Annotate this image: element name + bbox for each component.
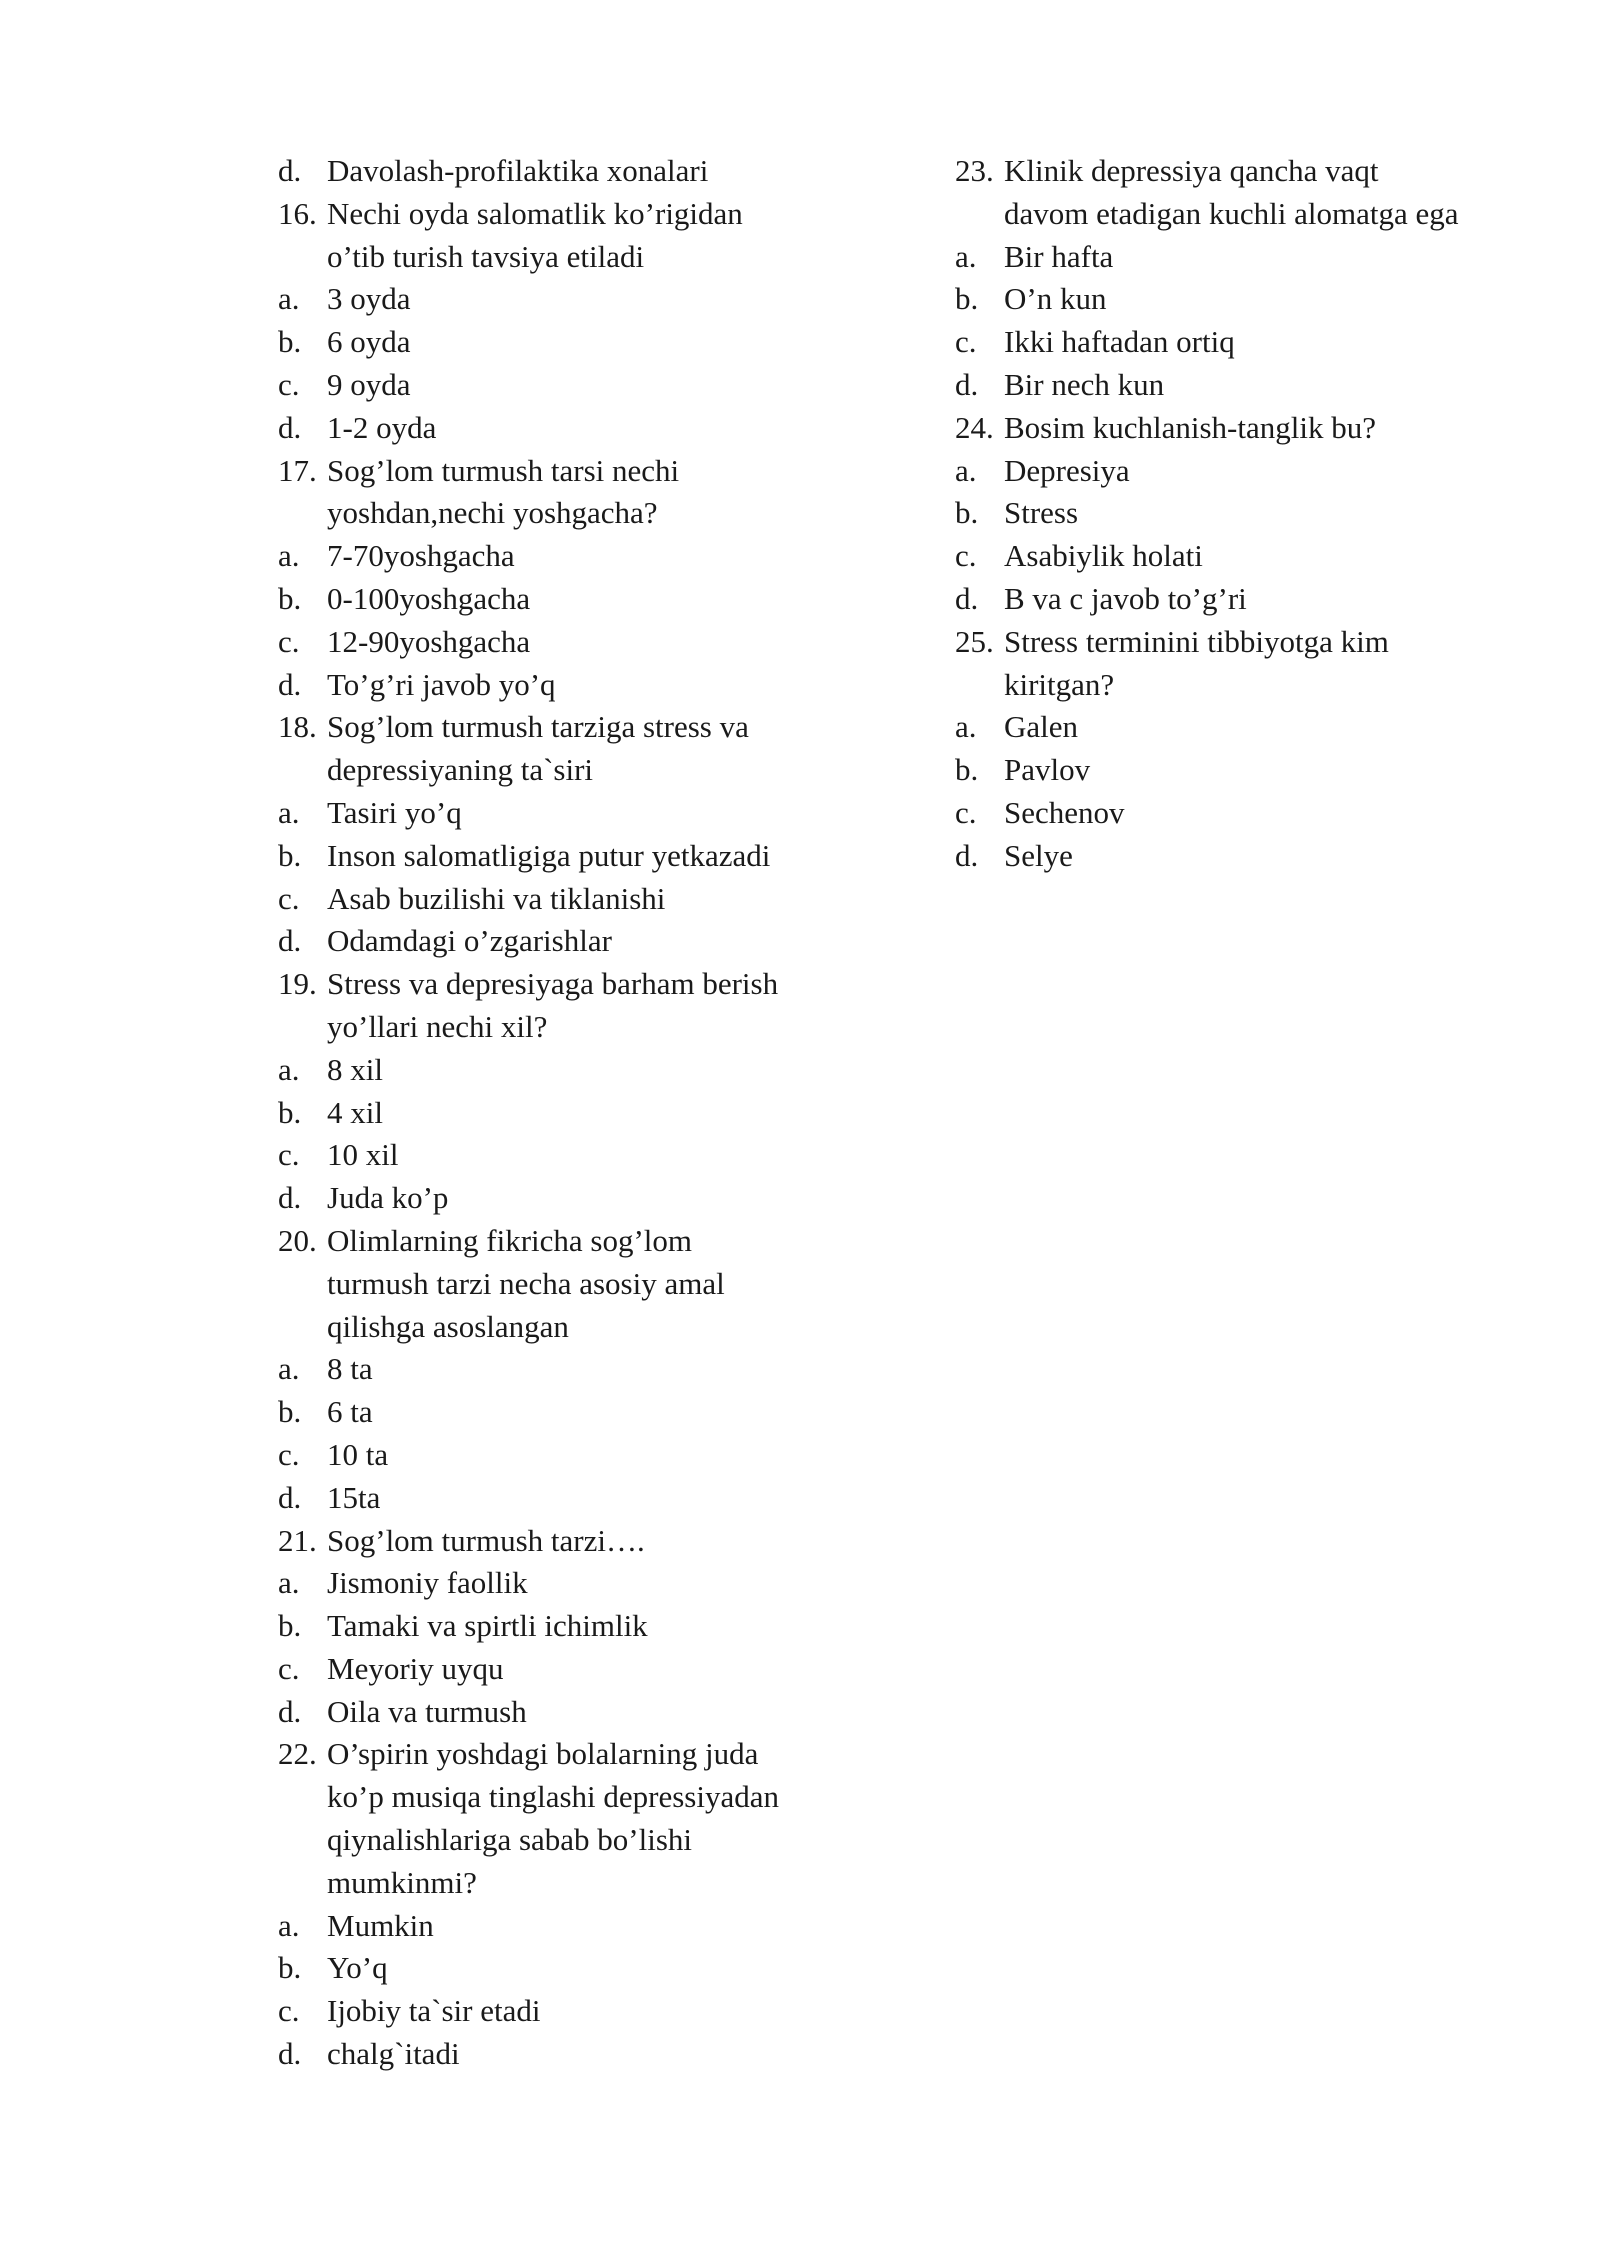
question-line (278, 920, 838, 963)
question-line-continuation (278, 1819, 838, 1862)
line-text: 9 oyda (327, 366, 411, 402)
question-line (278, 321, 838, 364)
line-text: Selye (1004, 837, 1073, 873)
question-line (278, 1520, 838, 1563)
line-text: To’g’ri javob yo’q (327, 666, 556, 702)
line-text: Inson salomatligiga putur yetkazadi (327, 837, 771, 873)
line-text: davom etadigan kuchli alomatga ega (1004, 195, 1459, 231)
list-marker: d. (955, 580, 979, 616)
question-line (278, 621, 838, 664)
list-marker (278, 1306, 327, 1349)
question-line (278, 1220, 838, 1263)
list-marker: 19. (278, 966, 317, 1002)
list-marker: d. (278, 153, 302, 188)
line-text: Mumkin (327, 1907, 434, 1943)
list-marker: 21. (278, 1522, 317, 1558)
list-marker (278, 1006, 327, 1049)
question-line (955, 278, 1515, 321)
line-text: Klinik depressiya qancha vaqt (1004, 153, 1379, 188)
question-line (955, 706, 1515, 749)
question-line (278, 1348, 838, 1391)
question-line (955, 150, 1515, 193)
line-text: depressiyaning ta`siri (327, 752, 594, 788)
question-line (278, 364, 838, 407)
list-marker: b. (955, 752, 979, 788)
line-text: Bir hafta (1004, 238, 1114, 274)
question-line (278, 1134, 838, 1177)
list-marker: c. (955, 538, 977, 574)
question-line-continuation (278, 492, 838, 535)
question-line (278, 578, 838, 621)
list-marker: b. (278, 324, 302, 360)
question-line-continuation (955, 193, 1515, 236)
question-line (278, 1691, 838, 1734)
list-marker (955, 664, 1004, 707)
list-marker: d. (278, 409, 302, 445)
question-line (955, 321, 1515, 364)
line-text: 12-90yoshgacha (327, 623, 531, 659)
question-line (278, 1434, 838, 1477)
question-line-continuation (278, 1306, 838, 1349)
list-marker: d. (955, 366, 979, 402)
list-marker (278, 492, 327, 535)
list-marker (278, 1862, 327, 1905)
line-text: 1-2 oyda (327, 409, 437, 445)
left-column (278, 150, 838, 2076)
question-line (955, 364, 1515, 407)
list-marker: b. (955, 495, 979, 531)
line-text: Meyoriy uyqu (327, 1650, 504, 1686)
question-line (278, 706, 838, 749)
list-marker: d. (955, 837, 979, 873)
question-line (278, 278, 838, 321)
line-text: Galen (1004, 709, 1079, 745)
line-text: Pavlov (1004, 752, 1091, 788)
question-line-continuation (278, 236, 838, 279)
list-marker (278, 1776, 327, 1819)
list-marker (278, 749, 327, 792)
list-marker: b. (278, 1394, 302, 1430)
question-line (955, 578, 1515, 621)
line-text: Yo’q (327, 1950, 388, 1986)
line-text: O’spirin yoshdagi bolalarning juda (327, 1736, 759, 1772)
line-text: 10 ta (327, 1436, 389, 1472)
list-marker: a. (278, 281, 300, 317)
line-text: Davolash-profilaktika xonalari (327, 153, 709, 188)
list-marker: c. (278, 1137, 300, 1173)
list-marker: c. (278, 366, 300, 402)
list-marker: b. (278, 1950, 302, 1986)
line-text: 8 ta (327, 1351, 373, 1387)
list-marker: 25. (955, 623, 994, 659)
question-line (955, 792, 1515, 835)
question-line (278, 1990, 838, 2033)
question-line (278, 1648, 838, 1691)
line-text: O’n kun (1004, 281, 1107, 317)
line-text: Stress va depresiyaga barham berish (327, 966, 779, 1002)
list-marker (278, 1819, 327, 1862)
line-text: Asab buzilishi va tiklanishi (327, 880, 666, 916)
line-text: Juda ko’p (327, 1180, 449, 1216)
list-marker: d. (278, 1180, 302, 1216)
line-text: 10 xil (327, 1137, 399, 1173)
question-line-continuation (955, 664, 1515, 707)
line-text: Sog’lom turmush tarsi nechi (327, 452, 680, 488)
question-line (278, 878, 838, 921)
question-line (278, 193, 838, 236)
line-text: qiynalishlariga sabab bo’lishi (327, 1822, 693, 1858)
question-line (278, 1477, 838, 1520)
list-marker: d. (278, 2036, 302, 2072)
line-text: mumkinmi? (327, 1864, 477, 1900)
question-line-continuation (278, 1263, 838, 1306)
question-line (278, 450, 838, 493)
list-marker: 23. (955, 153, 994, 188)
question-line-continuation (278, 1006, 838, 1049)
question-line (955, 492, 1515, 535)
question-line-continuation (278, 749, 838, 792)
question-line (278, 407, 838, 450)
line-text: chalg`itadi (327, 2036, 460, 2072)
list-marker: d. (278, 666, 302, 702)
list-marker: b. (278, 580, 302, 616)
line-text: 0-100yoshgacha (327, 580, 531, 616)
list-marker (278, 1263, 327, 1306)
list-marker: c. (278, 1993, 300, 2029)
list-marker: 17. (278, 452, 317, 488)
list-marker: a. (278, 1565, 300, 1601)
question-line (278, 1562, 838, 1605)
question-line (955, 835, 1515, 878)
line-text: Sechenov (1004, 794, 1125, 830)
line-text: Stress terminini tibbiyotga kim (1004, 623, 1389, 659)
line-text: 15ta (327, 1479, 381, 1515)
line-text: Odamdagi o’zgarishlar (327, 923, 612, 959)
line-text: 8 xil (327, 1051, 383, 1087)
line-text: Sog’lom turmush tarzi…. (327, 1522, 645, 1558)
list-marker: a. (955, 709, 977, 745)
question-line (278, 664, 838, 707)
list-marker: a. (278, 1351, 300, 1387)
line-text: Ijobiy ta`sir etadi (327, 1993, 541, 2029)
list-marker: c. (278, 623, 300, 659)
question-line (278, 1605, 838, 1648)
question-line (955, 236, 1515, 279)
line-text: Ikki haftadan ortiq (1004, 324, 1235, 360)
line-text: Sog’lom turmush tarziga stress va (327, 709, 749, 745)
line-text: 6 ta (327, 1394, 373, 1430)
list-marker: c. (278, 1436, 300, 1472)
line-text: Bir nech kun (1004, 366, 1165, 402)
list-marker: a. (278, 794, 300, 830)
line-text: Depresiya (1004, 452, 1130, 488)
question-line (278, 1733, 838, 1776)
line-text: yoshdan,nechi yoshgacha? (327, 495, 658, 531)
list-marker: c. (955, 324, 977, 360)
question-line (278, 1092, 838, 1135)
question-line (955, 535, 1515, 578)
list-marker: 24. (955, 409, 994, 445)
list-marker: c. (278, 880, 300, 916)
line-text: kiritgan? (1004, 666, 1115, 702)
question-line-continuation (278, 1776, 838, 1819)
line-text: Oila va turmush (327, 1693, 527, 1729)
line-text: 3 oyda (327, 281, 411, 317)
line-text: 4 xil (327, 1094, 383, 1130)
list-marker: 16. (278, 195, 317, 231)
list-marker: 20. (278, 1222, 317, 1258)
line-text: B va c javob to’g’ri (1004, 580, 1247, 616)
list-marker: a. (278, 1907, 300, 1943)
list-marker: d. (278, 1693, 302, 1729)
line-text: Jismoniy faollik (327, 1565, 528, 1601)
list-marker: a. (955, 452, 977, 488)
question-line (955, 407, 1515, 450)
question-line (955, 749, 1515, 792)
question-line (955, 450, 1515, 493)
list-marker: b. (278, 837, 302, 873)
line-text: 7-70yoshgacha (327, 538, 515, 574)
line-text: Tasiri yo’q (327, 794, 462, 830)
question-line (278, 535, 838, 578)
line-text: Bosim kuchlanish-tanglik bu? (1004, 409, 1376, 445)
list-marker: c. (955, 794, 977, 830)
list-marker (278, 236, 327, 279)
line-text: turmush tarzi necha asosiy amal (327, 1265, 725, 1301)
question-line (278, 2033, 838, 2076)
line-text: Stress (1004, 495, 1079, 531)
question-line (278, 1947, 838, 1990)
question-line (955, 621, 1515, 664)
question-line (278, 1905, 838, 1948)
list-marker: c. (278, 1650, 300, 1686)
question-line (278, 1177, 838, 1220)
line-text: ko’p musiqa tinglashi depressiyadan (327, 1779, 779, 1815)
question-line (278, 792, 838, 835)
list-marker: a. (955, 238, 977, 274)
list-marker: 18. (278, 709, 317, 745)
question-line (278, 150, 838, 193)
question-line-continuation (278, 1862, 838, 1905)
question-line (278, 1049, 838, 1092)
list-marker: a. (278, 1051, 300, 1087)
list-marker: b. (278, 1094, 302, 1130)
line-text: 6 oyda (327, 324, 411, 360)
line-text: Asabiylik holati (1004, 538, 1203, 574)
line-text: qilishga asoslangan (327, 1308, 569, 1344)
right-column (955, 150, 1515, 878)
line-text: Nechi oyda salomatlik ko’rigidan (327, 195, 743, 231)
list-marker (955, 193, 1004, 236)
list-marker: b. (278, 1608, 302, 1644)
list-marker: d. (278, 1479, 302, 1515)
line-text: yo’llari nechi xil? (327, 1008, 548, 1044)
list-marker: d. (278, 923, 302, 959)
list-marker: b. (955, 281, 979, 317)
line-text: Olimlarning fikricha sog’lom (327, 1222, 693, 1258)
question-line (278, 1391, 838, 1434)
question-line (278, 963, 838, 1006)
list-marker: a. (278, 538, 300, 574)
line-text: Tamaki va spirtli ichimlik (327, 1608, 648, 1644)
question-line (278, 835, 838, 878)
line-text: o’tib turish tavsiya etiladi (327, 238, 645, 274)
list-marker: 22. (278, 1736, 317, 1772)
